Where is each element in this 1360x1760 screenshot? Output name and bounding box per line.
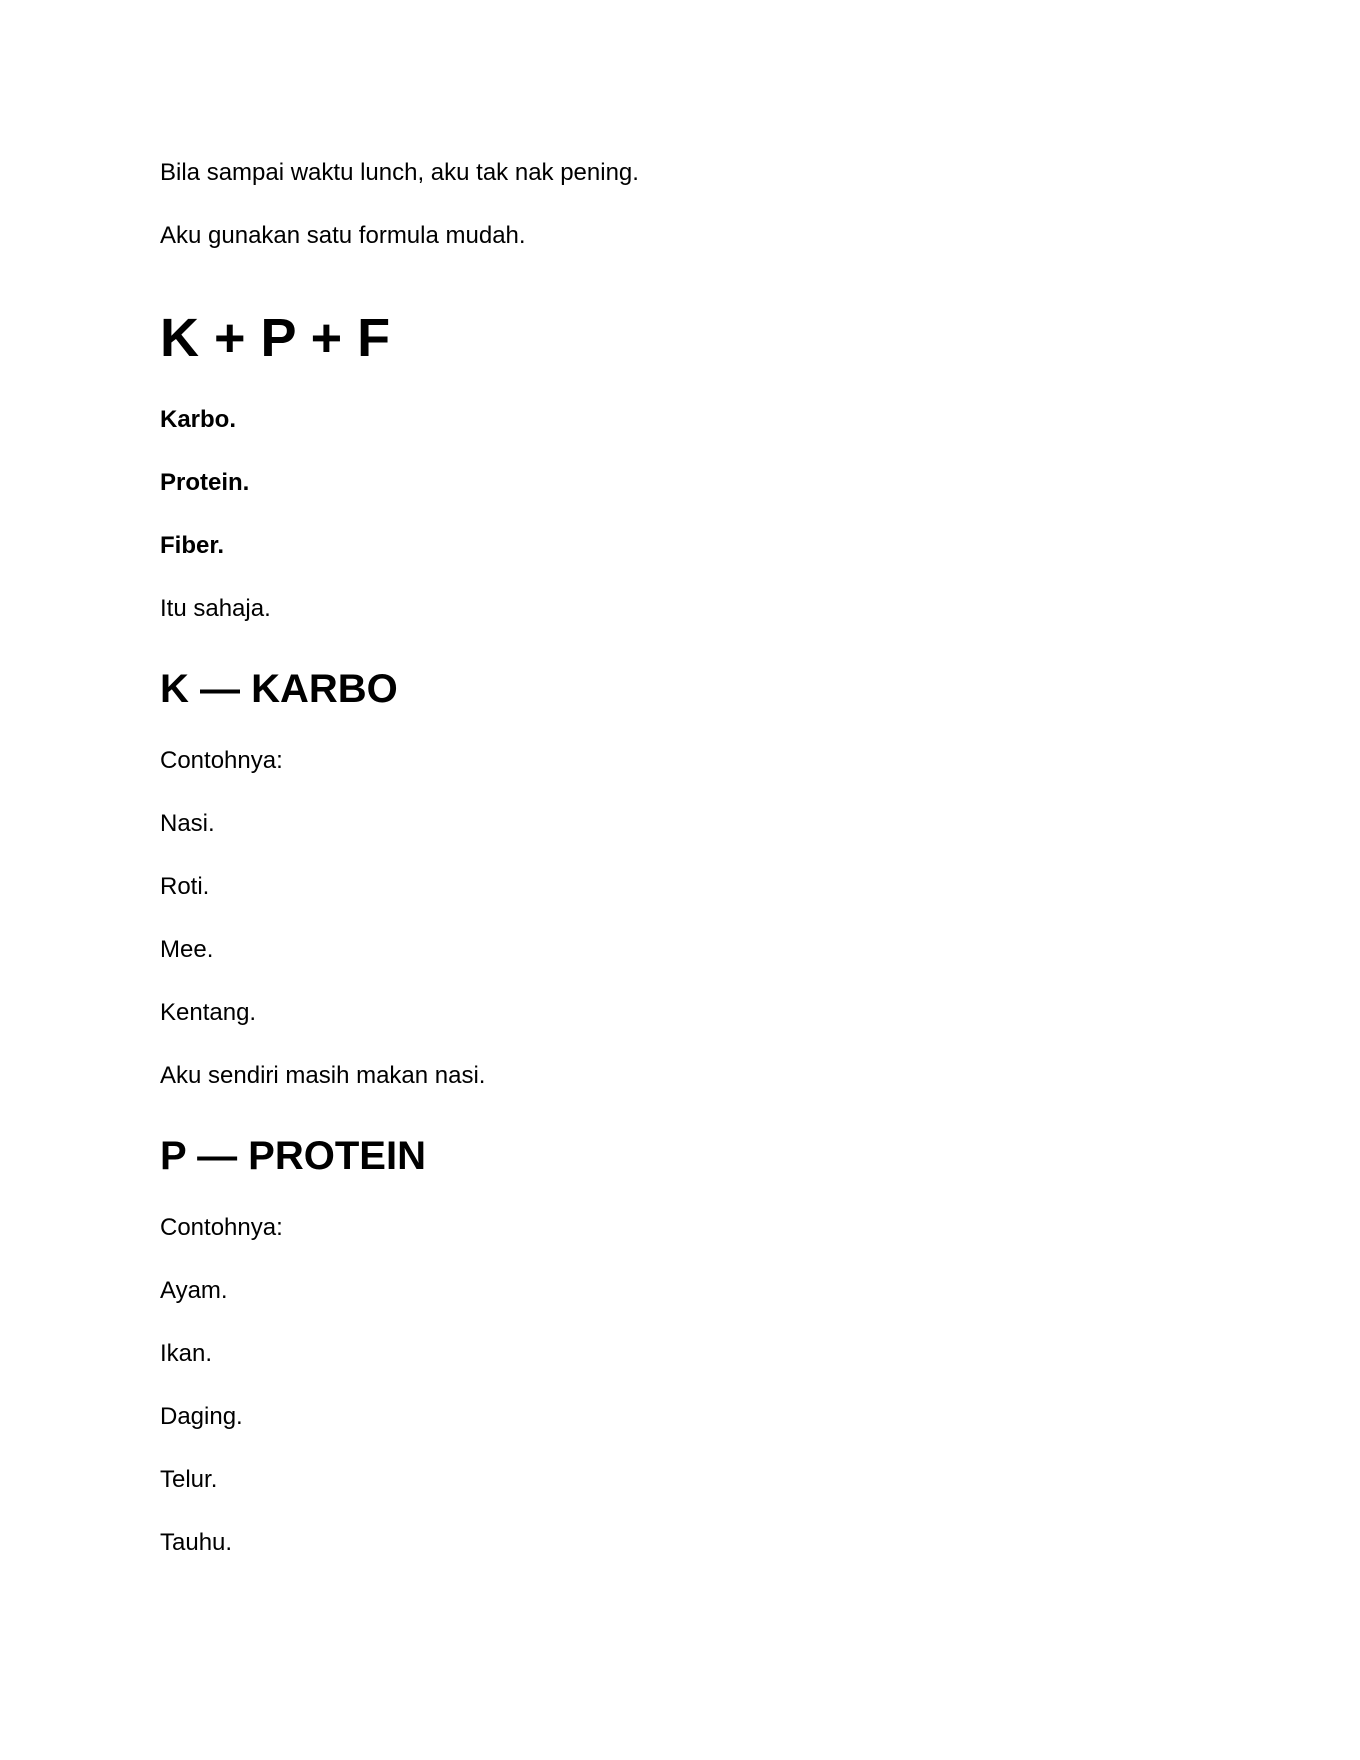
intro-line-2: Aku gunakan satu formula mudah. [160, 222, 526, 249]
karbo-item: Nasi. [160, 810, 215, 837]
section-heading-karbo: K — KARBO [160, 667, 398, 711]
section-heading-protein: P — PROTEIN [160, 1134, 426, 1178]
formula-title: K + P + F [160, 308, 391, 368]
protein-item: Ikan. [160, 1340, 213, 1367]
protein-item: Tauhu. [160, 1529, 233, 1556]
protein-item: Ayam. [160, 1277, 228, 1304]
formula-item-protein: Protein. [160, 469, 250, 496]
karbo-item: Mee. [160, 936, 214, 963]
intro-line-1: Bila sampai waktu lunch, aku tak nak pening. [160, 159, 639, 186]
formula-item-fiber: Fiber. [160, 532, 225, 559]
karbo-item: Kentang. [160, 999, 257, 1026]
karbo-item: Roti. [160, 873, 210, 900]
protein-lead: Contohnya: [160, 1214, 283, 1241]
formula-closing: Itu sahaja. [160, 595, 271, 622]
formula-item-karbo: Karbo. [160, 406, 237, 433]
karbo-lead: Contohnya: [160, 747, 283, 774]
protein-item: Daging. [160, 1403, 243, 1430]
karbo-note: Aku sendiri masih makan nasi. [160, 1062, 486, 1089]
protein-item: Telur. [160, 1466, 218, 1493]
